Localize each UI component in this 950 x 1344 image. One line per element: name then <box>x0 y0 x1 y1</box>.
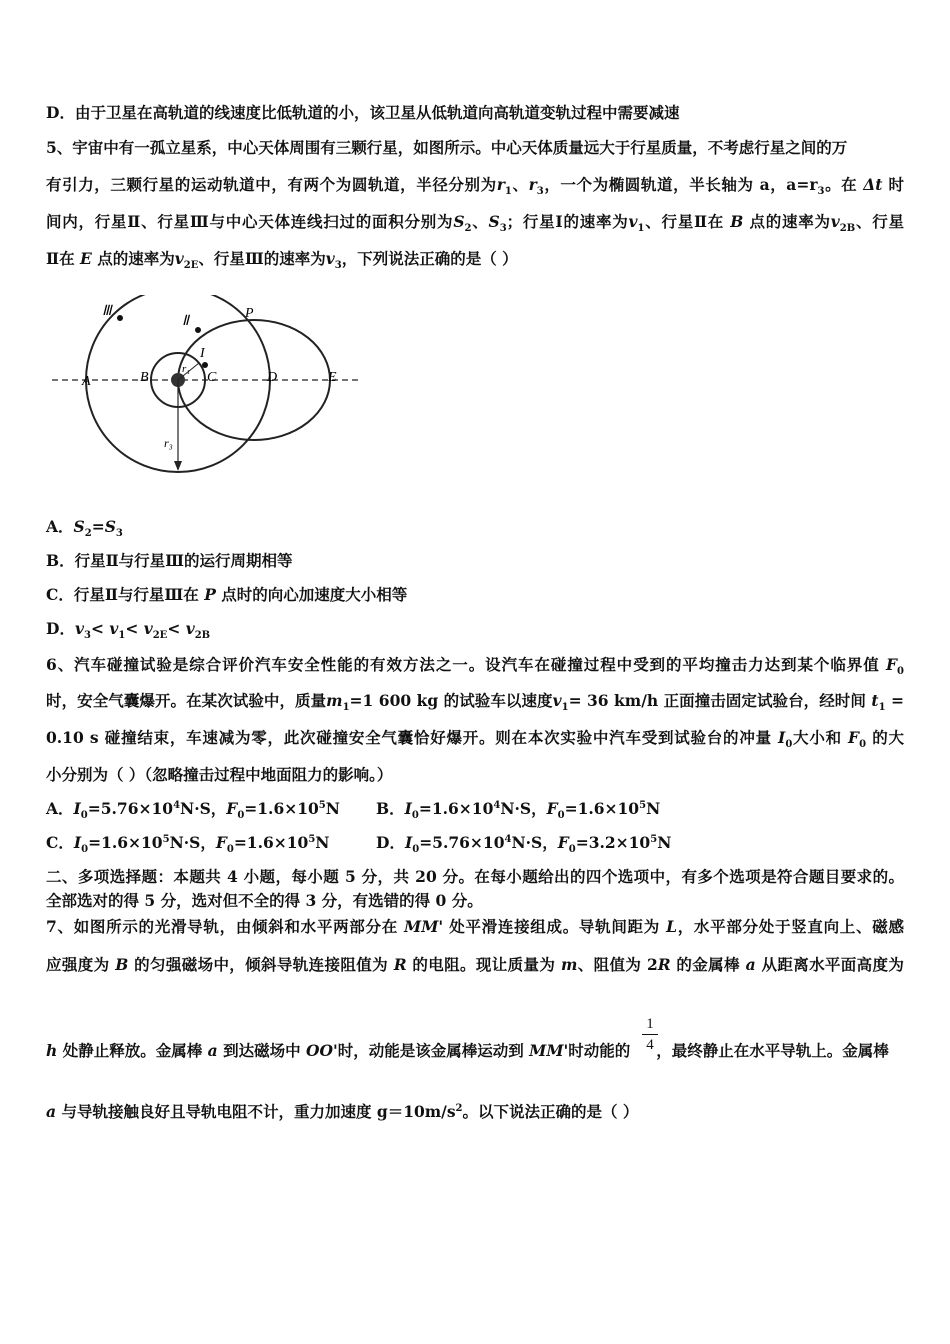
q5-option-b: B．行星Ⅱ与行星Ⅲ的运行周期相等 <box>46 551 293 570</box>
label-a: A <box>82 374 91 389</box>
q6-stem-line3: 0.10 s 碰撞结束，车速减为零，此次碰撞安全气囊恰好爆开。则在本次实验中汽车受到试验台的冲量 $I_0$大小和 $F_0$ 的大 <box>46 728 904 751</box>
label-e: E <box>328 370 337 385</box>
label-ii: Ⅱ <box>182 314 189 329</box>
q7-stem-line3: h 处静止释放。金属棒 a 到达磁场中 OO'时，动能是该金属棒运动到 MM'时动能的 ，最终静止在水平导轨上。金属棒 <box>46 1041 889 1060</box>
planet-i <box>202 362 208 368</box>
q6-stem-line1: 6、汽车碰撞试验是综合评价汽车安全性能的有效方法之一。设汽车在碰撞过程中受到的平均撞击力达到某个临界值 $F_0$ <box>46 655 904 678</box>
label-b: B <box>140 370 149 385</box>
label-r3: r₃ <box>164 436 173 450</box>
label-p: P <box>245 306 254 321</box>
fraction-one-quarter: 1 4 <box>640 1015 660 1054</box>
section2-heading-line2: 全部选对的得 5 分，选对但不全的得 3 分，有选错的得 0 分。 <box>46 891 483 910</box>
q5-stem-line3: 间内，行星Ⅱ、行星Ⅲ与中心天体连线扫过的面积分别为$S_2$、$S_3$；行星Ⅰ的速率为$v_1$、行星Ⅱ在 B 点的速率为$v_{2B}$、行星 <box>46 212 904 235</box>
q5-stem-line2: 有引力，三颗行星的运动轨道中，有两个为圆轨道，半径分别为$r_1$、$r_3$，一个为椭圆轨道，半长轴为 a，$a=r_3$。在 Δt 时 <box>46 175 904 198</box>
label-d: D <box>267 370 278 385</box>
q7-stem-line4: a 与导轨接触良好且导轨电阻不计，重力加速度 $g=10m/s^2$。以下说法正确的是（ ） <box>46 1102 639 1121</box>
q4-option-d: D．由于卫星在高轨道的线速度比低轨道的小，该卫星从低轨道向高轨道变轨过程中需要减速 <box>46 103 680 122</box>
planet-ii <box>195 327 201 333</box>
orbit-diagram <box>40 295 370 480</box>
q5-option-a: A．$S_2=S_3$ <box>46 517 123 540</box>
q6-option-b: B．$I_0=1.6\times 10^4N\cdot S$，$F_0=1.6\times 10^5N$ <box>376 799 661 822</box>
q7-stem-line1: 7、如图所示的光滑导轨，由倾斜和水平两部分在 MM' 处平滑连接组成。导轨间距为 L，水平部分处于竖直向上、磁感 <box>46 917 904 936</box>
q5-option-c: C．行星Ⅱ与行星Ⅲ在 P 点时的向心加速度大小相等 <box>46 585 408 604</box>
q6-stem-line4: 小分别为（ ）（忽略撞击过程中地面阻力的影响。） <box>46 765 393 784</box>
q7-stem-line2: 应强度为 B 的匀强磁场中，倾斜导轨连接阻值为 R 的电阻。现让质量为 m、阻值为 2R 的金属棒 a 从距离水平面高度为 <box>46 955 904 974</box>
label-iii: Ⅲ <box>102 304 112 319</box>
planet-iii <box>117 315 123 321</box>
q6-option-a: A．$I_0=5.76\times 10^4N\cdot S$，$F_0=1.6\times 10^5N$ <box>46 799 340 822</box>
q6-option-c: C．$I_0=1.6\times 10^5N\cdot S$，$F_0=1.6\times 10^5N$ <box>46 833 330 856</box>
q5-stem-line4: Ⅱ在 E 点的速率为$v_{2E}$、行星Ⅲ的速率为$v_3$，下列说法正确的是（ ） <box>46 249 518 272</box>
label-i: I <box>200 346 205 361</box>
q5-option-d: D．$v_3< v_1< v_{2E}< v_{2B}$ <box>46 619 211 642</box>
q6-stem-line2: 时，安全气囊爆开。在某次试验中，质量$m_1=1$ 600 kg 的试验车以速度$v_1= 36$ km/h 正面撞击固定试验台，经时间 $t_1$ = <box>46 691 904 714</box>
label-c: C <box>207 370 217 385</box>
q6-option-d: D．$I_0=5.76\times 10^4N\cdot S$，$F_0=3.2\times 10^5N$ <box>376 833 672 856</box>
radius-r3-arrowhead <box>174 461 182 471</box>
q5-stem-line1: 5、宇宙中有一孤立星系，中心天体周围有三颗行星，如图所示。中心天体质量远大于行星质量，不考虑行星之间的万 <box>46 138 848 157</box>
label-r1: r₁ <box>182 363 191 375</box>
section2-heading-line1: 二、多项选择题：本题共 4 小题，每小题 5 分，共 20 分。在每小题给出的四个选项中，有多个选项是符合题目要求的。 <box>46 867 904 886</box>
